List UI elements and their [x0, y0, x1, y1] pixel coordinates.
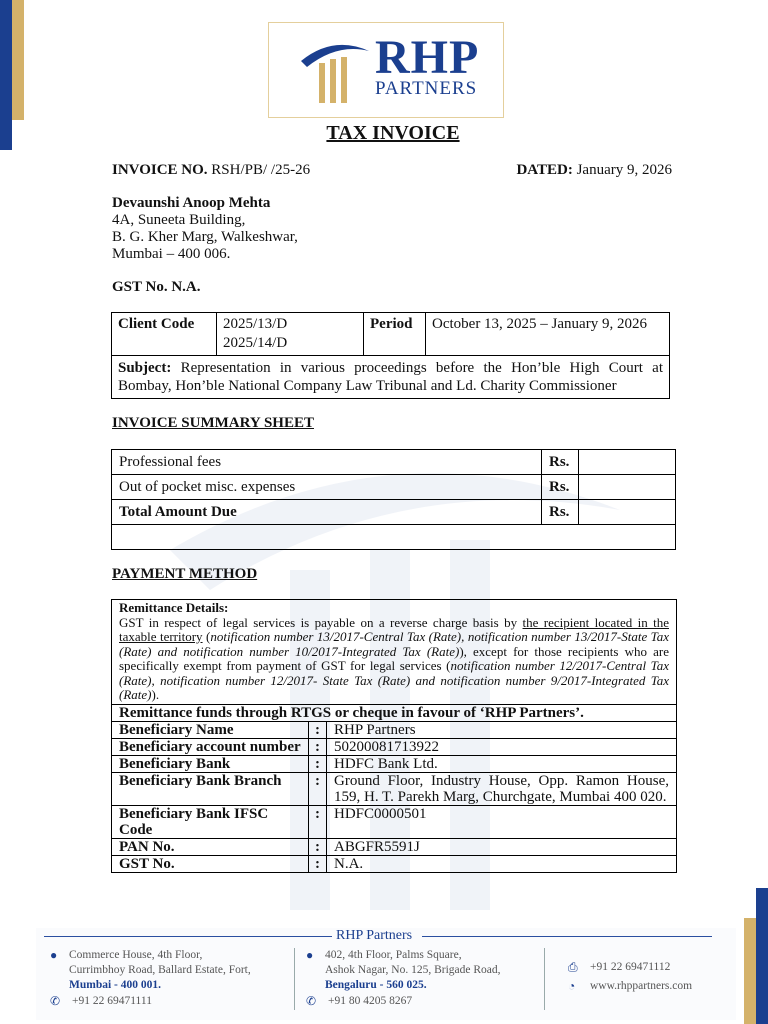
remittance-text: GST in respect of legal services is payable on a reverse charge basis by [119, 614, 523, 630]
notification-reference: notification number 12/2017-Central Tax (Rate), notification number 12/2017- State Tax (Rate) and notification number 9/2017-Integrated Tax (Rate) [119, 658, 669, 702]
remittance-favour-note: Remittance funds through RTGS or cheque in favour of ‘RHP Partners’. [112, 704, 677, 721]
period-value: October 13, 2025 – January 9, 2026 [426, 313, 670, 356]
subject-cell [112, 356, 670, 399]
period-label: Period [364, 313, 426, 356]
summary-label: Out of pocket misc. expenses [112, 475, 542, 500]
client-name: Devaunshi Anoop Mehta [112, 195, 271, 211]
summary-heading: INVOICE SUMMARY SHEET [112, 415, 314, 431]
payment-details-table [111, 599, 677, 873]
city-pin: - 560 025. [376, 979, 427, 991]
invoice-number-value: RSH/PB/ /25-26 [211, 162, 311, 178]
city-name: Bengaluru [325, 979, 377, 991]
footer-divider [294, 948, 295, 1010]
remittance-text: ), except for those recipients who are specifically exempt from payment of GST for legal services ( [119, 643, 669, 673]
client-code: 2025/13/D [223, 316, 288, 332]
remittance-text: ( [202, 629, 211, 644]
mumbai-phone: +91 22 69471111 [72, 995, 152, 1007]
globe-icon: ◔ [568, 979, 576, 993]
colon-separator: : [309, 838, 327, 855]
table-row [112, 772, 677, 805]
table-row [112, 450, 676, 475]
page-title: TAX INVOICE [326, 122, 460, 144]
invoice-number-label: INVOICE NO. [112, 162, 208, 178]
beneficiary-label: Beneficiary account number [112, 738, 309, 755]
client-code-values [217, 313, 364, 356]
address-line: 402, 4th Floor, Palms Square, [325, 949, 462, 961]
table-row [112, 855, 677, 872]
beneficiary-label: Beneficiary Name [112, 721, 309, 738]
city-name: Mumbai [69, 979, 112, 991]
summary-currency: Rs. [542, 450, 579, 475]
client-gst: GST No. N.A. [112, 279, 201, 295]
beneficiary-value: Ground Floor, Industry House, Opp. Ramon House, 159, H. T. Parekh Marg, Churchgate, Mumbai 400 020. [327, 772, 677, 805]
beneficiary-value: HDFC Bank Ltd. [327, 755, 677, 772]
table-row [112, 838, 677, 855]
address-line: Commerce House, 4th Floor, [69, 949, 203, 961]
beneficiary-label: Beneficiary Bank IFSC Code [112, 805, 309, 838]
invoice-date [516, 162, 672, 179]
summary-amount [579, 450, 676, 475]
colon-separator: : [309, 755, 327, 772]
beneficiary-value: HDFC0000501 [327, 805, 677, 838]
invoice-summary-table [111, 449, 676, 550]
table-row [112, 738, 677, 755]
bengaluru-phone: +91 80 4205 8267 [328, 995, 413, 1007]
summary-amount [579, 475, 676, 500]
client-code: 2025/14/D [223, 335, 288, 351]
colon-separator: : [309, 738, 327, 755]
footer-rule [44, 936, 334, 937]
location-pin-icon: ● [306, 948, 314, 962]
table-row [112, 525, 676, 550]
invoice-date-value: January 9, 2026 [576, 162, 672, 178]
columns-logo-icon [299, 37, 369, 105]
logo-subtitle: PARTNERS [375, 78, 478, 99]
left-gold-accent-bar [12, 0, 24, 120]
address-line: Mumbai – 400 006. [112, 246, 231, 262]
footer-divider [544, 948, 545, 1010]
summary-currency: Rs. [542, 500, 579, 525]
address-city-line [69, 978, 251, 993]
table-row [112, 805, 677, 838]
logo-title: RHP [375, 31, 480, 84]
remittance-text: ). [151, 687, 160, 702]
beneficiary-label: Beneficiary Bank [112, 755, 309, 772]
footer-title: RHP Partners [332, 928, 416, 944]
footer [36, 928, 736, 1020]
invoice-date-label: DATED: [516, 162, 573, 178]
subject-text: Representation in various proceedings before the Hon’ble High Court at Bombay, Hon’ble National Company Law Tribunal and Ld. Charity Commissioner [118, 360, 664, 394]
payment-heading: PAYMENT METHOD [112, 566, 258, 582]
colon-separator: : [309, 772, 327, 805]
colon-separator: : [309, 721, 327, 738]
address-line: Ashok Nagar, No. 125, Brigade Road, [325, 964, 501, 976]
beneficiary-label: PAN No. [112, 838, 309, 855]
beneficiary-value: RHP Partners [327, 721, 677, 738]
colon-separator: : [309, 855, 327, 872]
right-gold-accent-bar [744, 918, 756, 1024]
footer-rule [422, 936, 712, 937]
table-row [112, 721, 677, 738]
fax-number: +91 22 69471112 [590, 961, 671, 973]
beneficiary-value: ABGFR5591J [327, 838, 677, 855]
mumbai-address [69, 948, 251, 993]
fax-icon: ⎙ [568, 960, 578, 974]
phone-icon: ✆ [50, 994, 61, 1008]
summary-label: Professional fees [112, 450, 542, 475]
beneficiary-value: N.A. [327, 855, 677, 872]
summary-total-amount [579, 500, 676, 525]
beneficiary-label: GST No. [112, 855, 309, 872]
address-line: B. G. Kher Marg, Walkeshwar, [112, 229, 298, 245]
beneficiary-value: 50200081713922 [327, 738, 677, 755]
subject-label: Subject: [118, 360, 172, 376]
address-city-line [325, 978, 501, 993]
location-pin-icon: ● [50, 948, 58, 962]
notification-reference: notification number 13/2017-Central Tax (Rate), notification number 13/2017-State Tax (Rate) and notification number 10/2017-Integrated Tax (Rate) [119, 629, 669, 659]
address-line: Currimbhoy Road, Ballard Estate, Fort, [69, 964, 251, 976]
table-row [112, 704, 677, 721]
table-row [112, 755, 677, 772]
address-line: 4A, Suneeta Building, [112, 212, 246, 228]
phone-icon: ✆ [306, 994, 317, 1008]
client-address-block [112, 195, 298, 263]
beneficiary-label: Beneficiary Bank Branch [112, 772, 309, 805]
remittance-heading: Remittance Details: [119, 600, 229, 615]
summary-empty-row [112, 525, 676, 550]
table-row [112, 475, 676, 500]
table-row [112, 356, 670, 399]
city-pin: - 400 001. [111, 979, 162, 991]
summary-total-label: Total Amount Due [112, 500, 542, 525]
table-row [112, 600, 677, 705]
remittance-details-cell [112, 600, 677, 705]
remittance-recipient-text: the recipient located in the taxable territory [119, 614, 669, 644]
company-logo [268, 22, 504, 118]
client-code-label: Client Code [112, 313, 217, 356]
invoice-number [112, 162, 310, 179]
table-row [112, 313, 670, 356]
website-link[interactable]: www.rhppartners.com [590, 980, 693, 992]
client-info-table [111, 312, 670, 399]
right-navy-accent-bar [756, 888, 768, 1024]
summary-currency: Rs. [542, 475, 579, 500]
bengaluru-address [325, 948, 501, 993]
colon-separator: : [309, 805, 327, 838]
table-row [112, 500, 676, 525]
